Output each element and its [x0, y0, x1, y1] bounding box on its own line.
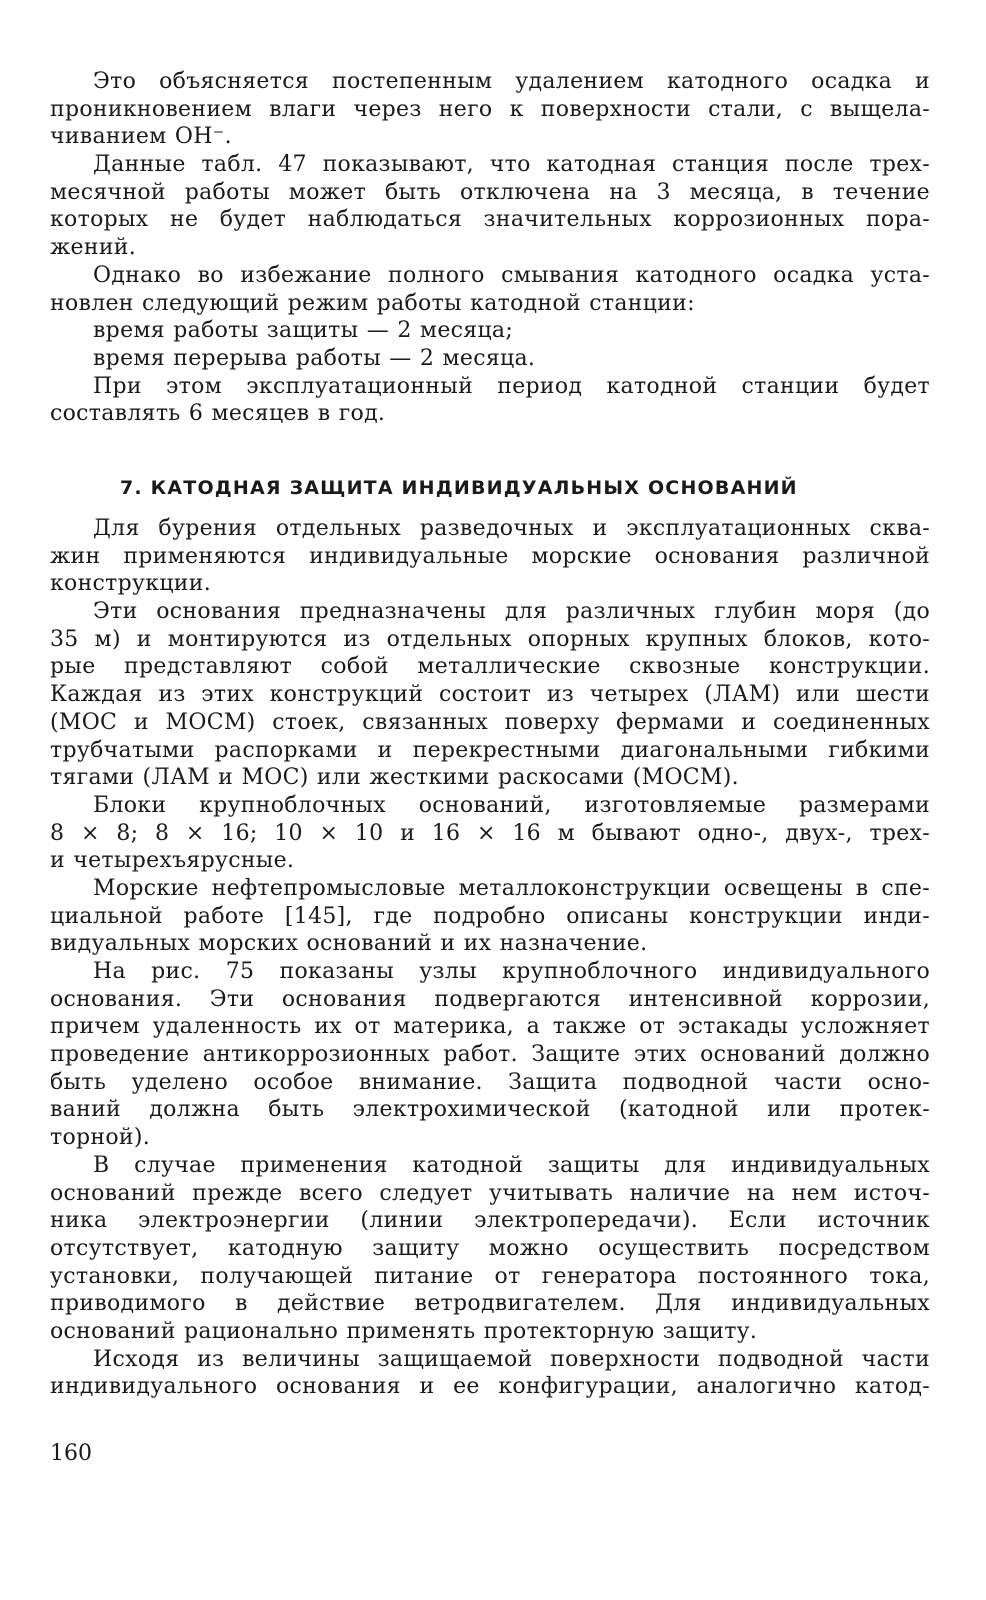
- text-line: Для бурения отдельных разведочных и эксплуатационных сква-: [93, 516, 930, 541]
- text-line: Каждая из этих конструкций состоит из четырех (ЛАМ) или шести: [50, 682, 930, 708]
- text-line: время работы защиты — 2 месяца;: [93, 318, 514, 344]
- text-line: Это объясняется постепенным удалением катодного осадка и: [93, 69, 930, 94]
- text-line: видуальных морских оснований и их назначение.: [50, 931, 648, 957]
- text-line: Блоки крупноблочных оснований, изготовляемые размерами: [93, 792, 930, 818]
- text-line: жений.: [50, 235, 137, 261]
- text-line: На рис. 75 показаны узлы крупноблочного индивидуального: [93, 959, 930, 984]
- text-line: оснований прежде всего следует учитывать наличие на нем источ-: [50, 1180, 930, 1206]
- text-line: составлять 6 месяцев в год.: [50, 401, 386, 427]
- section-heading: 7. КАТОДНАЯ ЗАЩИТА ИНДИВИДУАЛЬНЫХ ОСНОВАНИЙ: [120, 477, 798, 499]
- text-block-intro: [50, 68, 930, 428]
- text-line: и четырехъярусные.: [50, 848, 295, 874]
- text-line: тягами (ЛАМ и МОС) или жесткими раскосами (МОСМ).: [50, 765, 739, 791]
- text-line: проведение антикоррозионных работ. Защите этих оснований должно: [50, 1042, 930, 1068]
- text-line: оснований рационально применять протекторную защиту.: [50, 1318, 758, 1344]
- text-line: рые представляют собой металлические сквозные конструкции.: [50, 654, 930, 680]
- text-line: причем удаленность их от материка, а также от эстакады усложняет: [50, 1014, 930, 1040]
- text-line: ника электроэнергии (линии электропередачи). Если источник: [50, 1208, 930, 1234]
- text-block-section-7: [50, 515, 930, 1401]
- text-line: приводимого в действие ветродвигателем. Для индивидуальных: [50, 1291, 930, 1317]
- text-line: жин применяются индивидуальные морские основания различной: [50, 543, 930, 569]
- text-line: установки, получающей питание от генератора постоянного тока,: [50, 1263, 930, 1289]
- text-line: Морские нефтепромысловые металлоконструкции освещены в спе-: [93, 875, 930, 901]
- text-line: конструкции.: [50, 571, 211, 597]
- text-line: Данные табл. 47 показывают, что катодная станция после трех-: [93, 152, 930, 178]
- text-line: торной).: [50, 1125, 151, 1151]
- text-line: (МОС и МОСМ) стоек, связанных поверху фермами и соединенных: [50, 709, 930, 735]
- text-line: В случае применения катодной защиты для индивидуальных: [93, 1152, 930, 1178]
- text-line: При этом эксплуатационный период катодной станции будет: [93, 373, 930, 399]
- text-line: которых не будет наблюдаться значительных коррозионных пора-: [50, 207, 930, 233]
- text-line: трубчатыми распорками и перекрестными диагональными гибкими: [50, 737, 930, 763]
- text-line: месячной работы может быть отключена на 3 месяца, в течение: [50, 179, 930, 205]
- text-line: Эти основания предназначены для различных глубин моря (до: [93, 599, 930, 625]
- text-line: индивидуального основания и ее конфигурации, аналогично катод-: [50, 1374, 930, 1400]
- text-line: отсутствует, катодную защиту можно осуществить посредством: [50, 1235, 930, 1261]
- text-line: циальной работе [145], где подробно описаны конструкции инди-: [50, 903, 930, 929]
- text-line: чиванием OH⁻.: [50, 124, 232, 150]
- text-line: Однако во избежание полного смывания катодного осадка уста-: [93, 262, 930, 288]
- text-line: ваний должна быть электрохимической (катодной или протек-: [50, 1097, 930, 1123]
- text-line: основания. Эти основания подвергаются интенсивной коррозии,: [50, 986, 930, 1012]
- text-line: быть уделено особое внимание. Защита подводной части осно-: [50, 1069, 930, 1095]
- text-line: Исходя из величины защищаемой поверхности подводной части: [93, 1346, 930, 1372]
- text-line: 35 м) и монтируются из отдельных опорных крупных блоков, кото-: [50, 626, 930, 652]
- page-number: 160: [50, 1441, 92, 1466]
- text-line: проникновением влаги через него к поверхности стали, с выщела-: [50, 96, 930, 122]
- text-line: новлен следующий режим работы катодной станции:: [50, 290, 695, 316]
- text-line: 8 × 8; 8 × 16; 10 × 10 и 16 × 16 м бывают одно-, двух-, трех-: [50, 820, 930, 846]
- text-line: время перерыва работы — 2 месяца.: [93, 345, 536, 371]
